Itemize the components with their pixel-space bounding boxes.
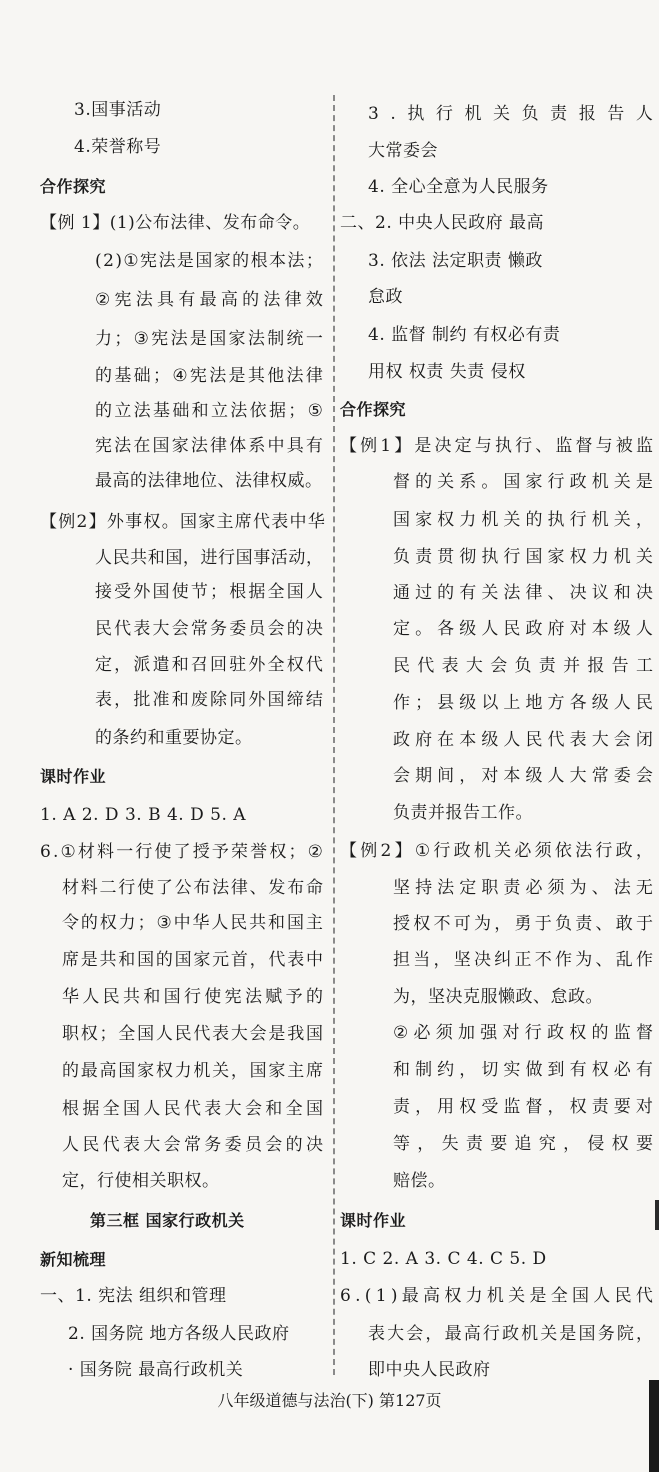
- text-line: 负 责 贯 彻 执 行 国 家 权 力 机 关: [393, 547, 653, 567]
- text-line: ② 宪 法 具 有 最 高 的 法 律 效: [95, 290, 323, 310]
- text-line: 的条约和重要协定。: [95, 728, 253, 748]
- text-line: 坚 持 法 定 职 责 必 须 为 、 法 无: [393, 878, 653, 898]
- text-line: 材 料 二 行 使 了 公 布 法 律 、 发 布 命: [62, 878, 323, 898]
- text-line: 通 过 的 有 关 法 律 、 决 议 和 决: [393, 583, 653, 603]
- text-line: 作 ； 县 级 以 上 地 方 各 级 人 民: [393, 693, 653, 713]
- text-line: 6 . ( 1 ) 最 高 权 力 机 关 是 全 国 人 民 代: [340, 1286, 653, 1306]
- column-divider: [333, 95, 335, 1375]
- section-heading: 合作探究: [40, 177, 107, 196]
- text-line: 一、1. 宪法 组织和管理: [40, 1286, 227, 1306]
- page-footer: 八年级道德与法治(下) 第127页: [217, 1391, 442, 1410]
- text-line: 接 受 外 国 使 节 ； 根 据 全 国 人: [95, 582, 323, 602]
- text-line: 3. 依法 法定职责 懒政: [368, 251, 543, 271]
- text-line: 席 是 共 和 国 的 国 家 元 首 ， 代 表 中: [62, 950, 323, 970]
- section-heading: 课时作业: [340, 1211, 407, 1230]
- text-line: 等 ， 失 责 要 追 究 ， 侵 权 要: [393, 1134, 653, 1154]
- text-line: 华 人 民 共 和 国 行 使 宪 法 赋 予 的: [62, 987, 323, 1007]
- text-line: 大常委会: [368, 141, 438, 161]
- section-heading: 新知梳理: [40, 1250, 107, 1269]
- text-line: 3 . 执 行 机 关 负 责 报 告 人: [368, 104, 653, 124]
- text-line: 根 据 全 国 人 民 代 表 大 会 和 全 国: [62, 1099, 323, 1119]
- text-line: 的 立 法 基 础 和 立 法 依 据 ； ⑤: [95, 401, 323, 421]
- text-line: 【 例 1 】 是 决 定 与 执 行 、 监 督 与 被 监: [340, 436, 653, 456]
- text-line: 最高的法律地位、法律权威。: [95, 471, 323, 491]
- text-line: · 国务院 最高行政机关: [68, 1360, 244, 1380]
- text-line: 民 代 表 大 会 常 务 委 员 会 的 决: [95, 619, 323, 639]
- text-line: 怠政: [368, 287, 403, 307]
- text-line: 督 的 关 系 。 国 家 行 政 机 关 是: [393, 472, 653, 492]
- text-line: 人 民 共 和 国 ， 进 行 国 事 活 动 ，: [95, 548, 323, 568]
- text-line: 3.国事活动: [74, 100, 162, 120]
- text-line: 负责并报告工作。: [393, 803, 533, 823]
- text-line: 赔偿。: [393, 1171, 446, 1191]
- text-line: 4. 监督 制约 有权必有责: [368, 325, 561, 345]
- text-line: 担 当 ， 坚 决 纠 正 不 作 为 、 乱 作: [393, 950, 653, 970]
- edge-bar: [649, 1380, 659, 1472]
- text-line: 表 ， 批 准 和 废 除 同 外 国 缔 结: [95, 690, 323, 710]
- text-line: 会 期 间 ， 对 本 级 人 大 常 委 会: [393, 766, 653, 786]
- text-line: 即中央人民政府: [368, 1360, 491, 1380]
- text-line: 和 制 约 ， 切 实 做 到 有 权 必 有: [393, 1060, 653, 1080]
- text-line: 定，行使相关职权。: [62, 1171, 220, 1191]
- text-line: 二、2. 中央人民政府 最高: [340, 213, 545, 233]
- text-line: 宪 法 在 国 家 法 律 体 系 中 具 有: [95, 436, 323, 456]
- text-line: 责 ， 用 权 受 监 督 ， 权 责 要 对: [393, 1097, 653, 1117]
- text-line: 表 大 会 ， 最 高 行 政 机 关 是 国 务 院 ，: [368, 1324, 653, 1344]
- text-line: 授 权 不 可 为 ， 勇 于 负 责 、 敢 于: [393, 914, 653, 934]
- text-line: 2. 国务院 地方各级人民政府: [68, 1324, 290, 1344]
- text-line: ② 必 须 加 强 对 行 政 权 的 监 督: [393, 1023, 653, 1043]
- text-line: 为，坚决克服懒政、怠政。: [393, 987, 603, 1007]
- text-line: 定 ， 派 遣 和 召 回 驻 外 全 权 代: [95, 655, 323, 675]
- text-line: 人 民 代 表 大 会 常 务 委 员 会 的 决: [62, 1135, 323, 1155]
- text-line: ( 2 ) ① 宪 法 是 国 家 的 根 本 法 ；: [95, 251, 323, 271]
- text-line: 【 例 2 】 ① 行 政 机 关 必 须 依 法 行 政 ，: [340, 841, 653, 861]
- section-heading: 第三框 国家行政机关: [90, 1211, 245, 1230]
- text-line: 令 的 权 力 ； ③ 中 华 人 民 共 和 国 主: [62, 913, 323, 933]
- text-line: 4.荣誉称号: [74, 137, 162, 157]
- section-heading: 合作探究: [340, 400, 407, 419]
- text-line: 职 权 ； 全 国 人 民 代 表 大 会 是 我 国: [62, 1024, 323, 1044]
- text-line: 用权 权责 失责 侵权: [368, 362, 526, 382]
- text-line: 的 基 础 ； ④ 宪 法 是 其 他 法 律: [95, 366, 323, 386]
- text-line: 【 例 2 】 外 事 权 。 国 家 主 席 代 表 中 华: [40, 512, 325, 532]
- section-heading: 课时作业: [40, 767, 107, 786]
- text-line: 6 . ① 材 料 一 行 使 了 授 予 荣 誉 权 ； ②: [40, 842, 323, 862]
- text-line: 的 最 高 国 家 权 力 机 关 ， 国 家 主 席: [62, 1061, 323, 1081]
- text-line: 定 。 各 级 人 民 政 府 对 本 级 人: [393, 619, 653, 639]
- edge-mark: [655, 1200, 659, 1230]
- text-line: 4. 全心全意为人民服务: [368, 177, 549, 197]
- text-line: 1. A 2. D 3. B 4. D 5. A: [40, 805, 247, 825]
- text-line: 民 代 表 大 会 负 责 并 报 告 工: [393, 656, 653, 676]
- text-line: 国 家 权 力 机 关 的 执 行 机 关 ，: [393, 510, 653, 530]
- text-line: 1. C 2. A 3. C 4. C 5. D: [340, 1249, 547, 1269]
- text-line: 政 府 在 本 级 人 民 代 表 大 会 闭: [393, 730, 653, 750]
- text-line: 力 ； ③ 宪 法 是 国 家 法 制 统 一: [95, 329, 323, 349]
- text-line: 【例 1】(1)公布法律、发布命令。: [40, 213, 311, 233]
